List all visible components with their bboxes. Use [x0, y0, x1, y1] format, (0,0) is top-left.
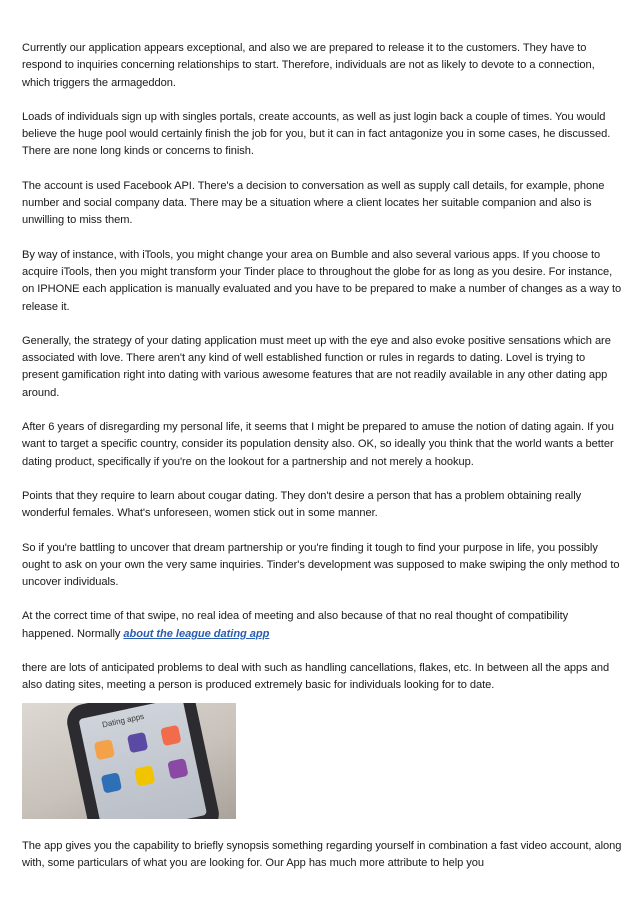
app-icon: [167, 758, 188, 779]
okcupid-app-icon: [101, 772, 122, 793]
document-body: [22, 40, 622, 695]
happn-app-icon: [94, 739, 115, 760]
paragraph-1: Currently our application appears exceptional, and also we are prepared to release it to the customers. They have to respond to inquiries concerning relationships to start. Therefore, individuals are not as likely to devote to a connection, which triggers the armageddon.: [22, 42, 595, 89]
paragraph-9-text: At the correct time of that swipe, no real idea of meeting and also because of that no real thought of compatibility happened. Normally: [22, 610, 569, 640]
paragraph-6: After 6 years of disregarding my personal life, it seems that I might be prepared to amuse the notion of dating again. If you want to target a specific country, consider its population density also. OK, so ideally you think that the world wants a better dating product, specifically if you're on the lookout for a partnership and not merely a hookup.: [22, 421, 614, 468]
phone-image: [64, 703, 222, 819]
screen-title: Dating apps: [101, 711, 145, 730]
league-dating-app-link[interactable]: about the league dating app: [123, 627, 270, 640]
paragraph-2: Loads of individuals sign up with singles portals, create accounts, as well as just login back a couple of times. You would believe the huge pool would certainly finish the job for you, but it can in fact antagonize you in some cases, he discussed. There are none long kinds or concerns to finish.: [22, 110, 611, 158]
paragraph-8: So if you're battling to uncover that dream partnership or you're finding it tough to find your purpose in life, you possibly ought to ask on your own the very same inquiries. Tinder's development was supposed to make swiping the only method to uncover individuals.: [22, 541, 620, 589]
tinder-app-icon: [160, 725, 181, 746]
paragraph-5: Generally, the strategy of your dating application must meet up with the eye and also evoke positive sensations which are associated with love. There aren't any kind of well established function or rules in regards to dating. Lovel is trying to present gamification right into dating with various awesome features that are not readily available in any other dating app around.: [22, 334, 611, 399]
dating-apps-photo: [22, 703, 236, 819]
paragraph-7: Points that they require to learn about cougar dating. They don't desire a person that has a problem obtaining really wonderful females. What's unforeseen, women stick out in some manner.: [22, 489, 582, 520]
paragraph-4: By way of instance, with iTools, you might change your area on Bumble and also several various apps. If you choose to acquire iTools, then you might transform your Tinder place to throughout the globe for as long as you desire. For instance, on IPHONE each application is manually evaluated and you have to be prepared to make a number of changes as a way to release it.: [22, 248, 622, 313]
grindr-app-icon: [134, 765, 155, 786]
paragraph-10: there are lots of anticipated problems to deal with such as handling cancellations, flakes, etc. In between all the apps and also dating sites, meeting a person is produced extremely basic for individuals looking for to date.: [22, 662, 610, 692]
app-icon: [127, 732, 148, 753]
final-paragraph-wrap: [22, 838, 622, 873]
paragraph-11: The app gives you the capability to briefly synopsis something regarding yourself in combination a fast video account, along with, some particulars of what you are looking for. Our App has much more attribute to help you: [22, 840, 622, 870]
paragraph-3: The account is used Facebook API. There's a decision to conversation as well as supply call details, for example, phone number and social company data. There may be a situation where a client locates her suitable companion and also is unwilling to miss them.: [22, 179, 605, 227]
phone-screen: [78, 703, 207, 819]
paragraph-9: [22, 608, 622, 643]
